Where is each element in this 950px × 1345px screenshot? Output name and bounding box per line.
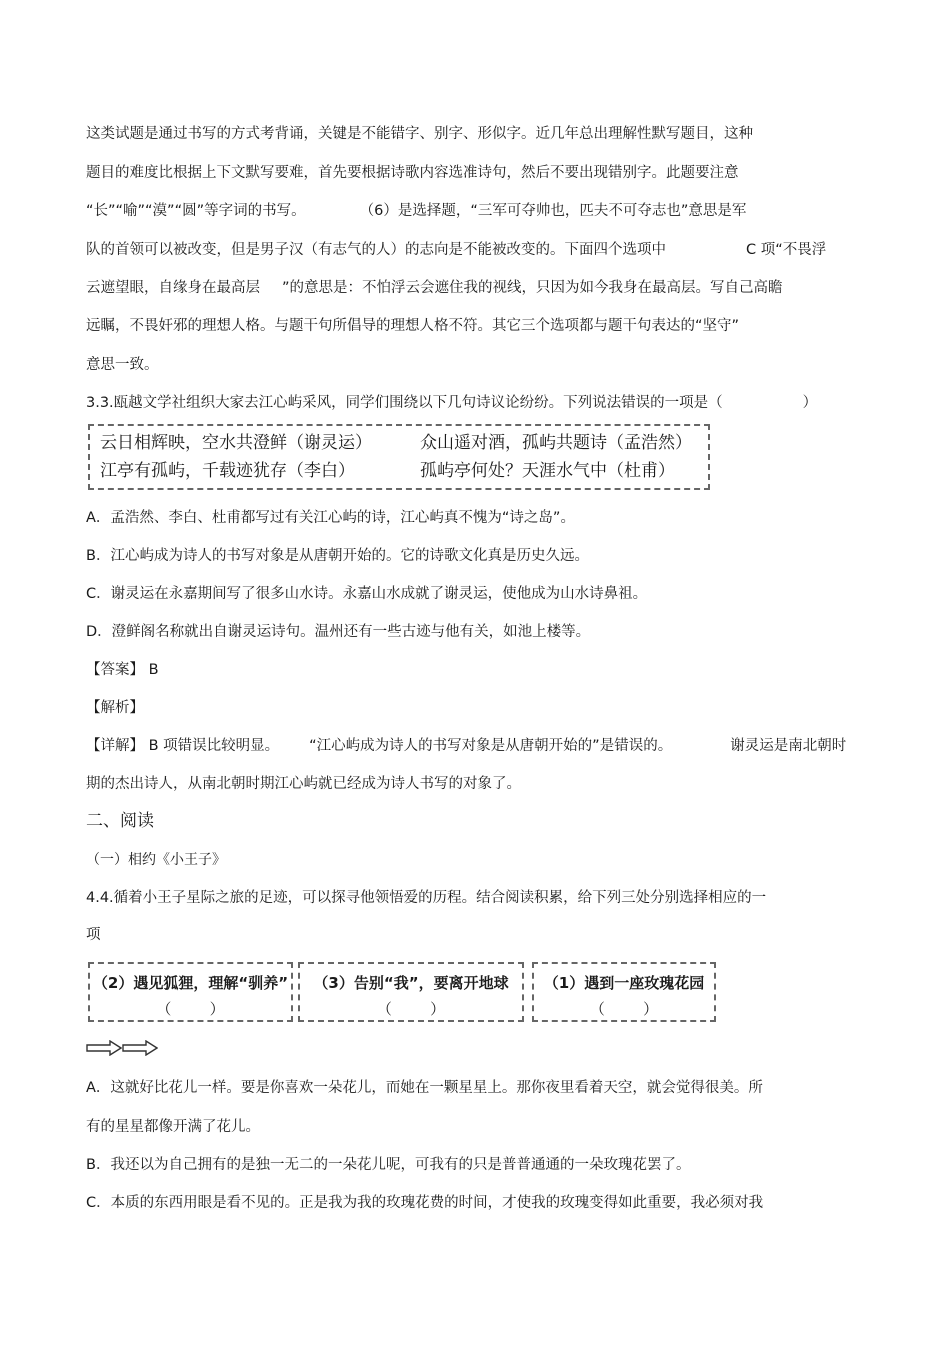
journey-box-title: （3）告别“我”，要离开地球 <box>313 974 509 992</box>
journey-box-title: （1）遇到一座玫瑰花园 <box>543 974 705 992</box>
text-segment: 云遮望眼，自缘身在最高层 <box>86 280 260 296</box>
text-line <box>86 278 783 298</box>
text-segment: 队的首领可以被改变，但是男子汉（有志气的人）的志向是不能被改变的。下面四个选项中 <box>86 242 666 258</box>
journey-box <box>88 962 293 1022</box>
text-segment: ”的意思是：不怕浮云会遮住我的视线，只因为如今我身在最高层。写自己高瞻 <box>282 280 783 296</box>
detail-segment: 谢灵运是南北朝时 <box>730 738 847 754</box>
journey-box <box>532 962 716 1022</box>
detail-line <box>86 736 846 756</box>
text-line <box>86 240 826 260</box>
option-b: B．江心屿成为诗人的书写对象是从唐朝开始的。它的诗歌文化真是历史久远。 <box>86 548 589 564</box>
journey-box-title: （2）遇见狐狸，理解“驯养” <box>92 974 289 992</box>
text-segment: C 项“不畏浮 <box>746 242 827 258</box>
text-line: 远瞩，不畏奸邪的理想人格。与题干句所倡导的理想人格不符。其它三个选项都与题干句表达的“坚守” <box>86 318 740 334</box>
poem-box <box>88 424 710 490</box>
text-line: 题目的难度比根据上下文默写要难，首先要根据诗歌内容选准诗句，然后不要出现错别字。此题要注意 <box>86 165 739 181</box>
arrow-right-icon <box>86 1040 122 1056</box>
section-heading: 二、阅读 <box>86 811 154 831</box>
text-line <box>86 201 746 221</box>
detail-line: 期的杰出诗人，从南北朝时期江心屿就已经成为诗人书写的对象了。 <box>86 776 521 792</box>
question-stem-text: 3.3.瓯越文学社组织大家去江心屿采风，同学们围绕以下几句诗议论纷纷。下列说法错误的一项是（ <box>86 395 723 411</box>
question-stem: 4.4.循着小王子星际之旅的足迹，可以探寻他领悟爱的历程。结合阅读积累，给下列三处分别选择相应的一 <box>86 890 767 906</box>
option-b: B．我还以为自己拥有的是独一无二的一朵花儿呢，可我有的只是普普通通的一朵玫瑰花罢了。 <box>86 1157 691 1173</box>
option-a: A．孟浩然、李白、杜甫都写过有关江心屿的诗，江心屿真不愧为“诗之岛”。 <box>86 510 575 526</box>
analysis-label: 【解析】 <box>86 700 144 716</box>
question-stem: 项 <box>86 927 101 943</box>
subsection-heading: （一）相约《小王子》 <box>86 852 226 868</box>
poem-line: 众山遥对酒，孤屿共题诗（孟浩然） <box>420 433 692 453</box>
answer: 【答案】 B <box>86 662 159 678</box>
option-c: C．谢灵运在永嘉期间写了很多山水诗。永嘉山水成就了谢灵运，使他成为山水诗鼻祖。 <box>86 586 648 602</box>
journey-box <box>298 962 524 1022</box>
detail-segment: 【详解】 B 项错误比较明显。 <box>86 738 280 754</box>
text-segment: “长”“喻”“漠”“圆”等字词的书写。 <box>86 203 306 219</box>
text-line: 这类试题是通过书写的方式考背诵，关键是不能错字、别字、形似字。近几年总出理解性默写题目，这种 <box>86 126 753 142</box>
option-a: A．这就好比花儿一样。要是你喜欢一朵花儿，而她在一颗星星上。那你夜里看着天空，就会觉得很美。所 <box>86 1080 763 1096</box>
option-c: C．本质的东西用眼是看不见的。正是我为我的玫瑰花费的时间，才使我的玫瑰变得如此重要，我必须对我 <box>86 1195 764 1211</box>
arrow-right-icon <box>122 1040 158 1056</box>
poem-line: 云日相辉映，空水共澄鲜（谢灵运） <box>100 433 372 453</box>
answer-blank[interactable]: （ ） <box>156 1000 225 1018</box>
question-bracket: ） <box>802 395 818 411</box>
answer-blank[interactable]: （ ） <box>589 1000 659 1018</box>
poem-line: 江亭有孤屿，千载迹犹存（李白） <box>100 461 355 481</box>
answer-blank[interactable]: （ ） <box>376 1000 446 1018</box>
text-segment: （6）是选择题，“三军可夺帅也，匹夫不可夺志也”意思是军 <box>359 203 747 219</box>
question-stem <box>86 393 817 413</box>
poem-line: 孤屿亭何处？天涯水气中（杜甫） <box>420 461 675 481</box>
option-d: D．澄鲜阁名称就出自谢灵运诗句。温州还有一些古迹与他有关，如池上楼等。 <box>86 624 591 640</box>
text-line: 意思一致。 <box>86 357 159 373</box>
detail-segment: “江心屿成为诗人的书写对象是从唐朝开始的”是错误的。 <box>309 738 673 754</box>
option-a-cont: 有的星星都像开满了花儿。 <box>86 1119 260 1135</box>
